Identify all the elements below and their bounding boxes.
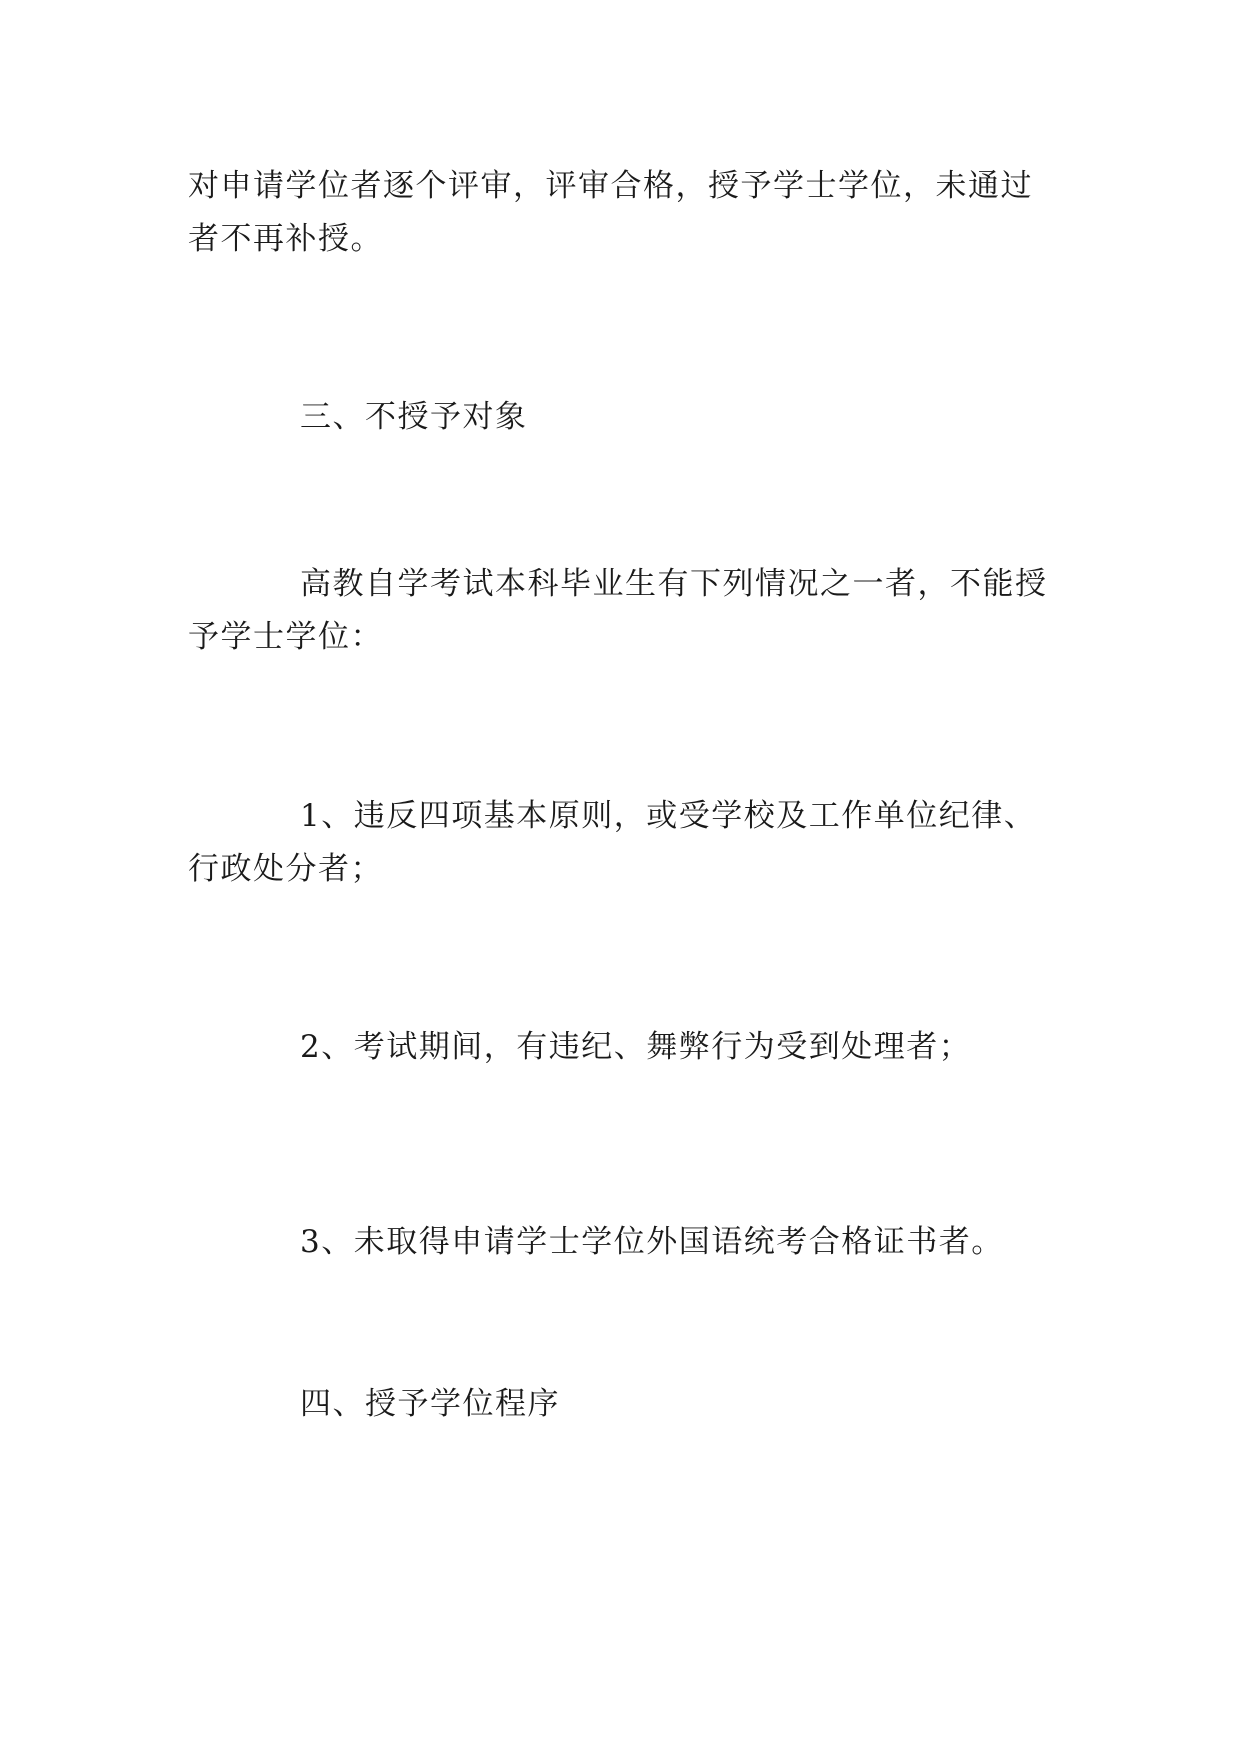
paragraph-intro: 高教自学考试本科毕业生有下列情况之一者，不能授予学士学位： (188, 566, 1048, 655)
paragraph-continuation: 对申请学位者逐个评审，评审合格，授予学士学位，未通过者不再补授。 (188, 168, 1033, 257)
list-item-2: 2、考试期间，有违纪、舞弊行为受到处理者； (300, 1029, 972, 1065)
section-heading-four: 四、授予学位程序 (300, 1386, 560, 1422)
list-item-1: 1、违反四项基本原则，或受学校及工作单位纪律、行政处分者； (188, 798, 1037, 887)
section-heading-three: 三、不授予对象 (300, 399, 528, 435)
list-item-3: 3、未取得申请学士学位外国语统考合格证书者。 (300, 1224, 1004, 1260)
